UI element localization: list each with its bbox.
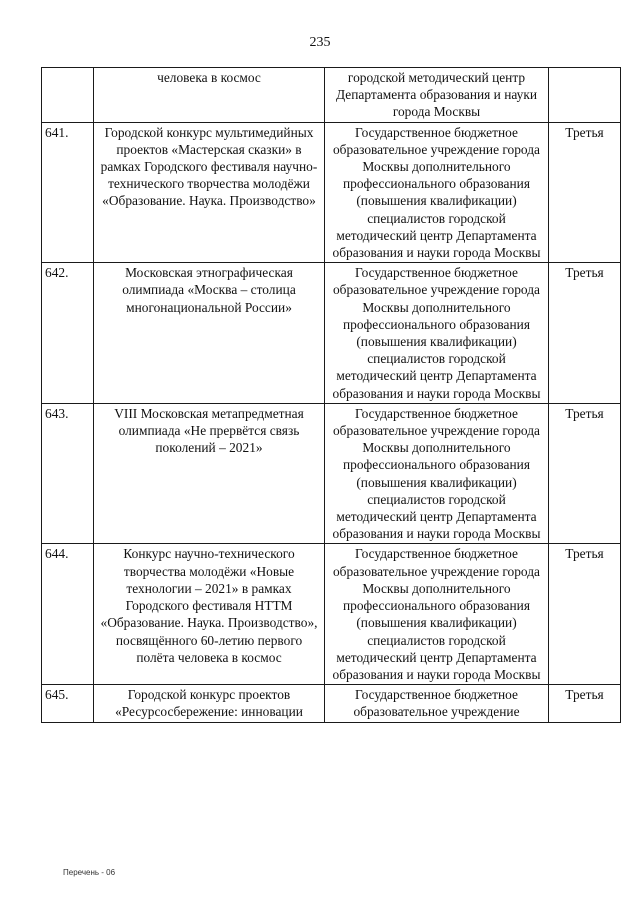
table-row: [42, 122, 621, 263]
table-row: [42, 685, 621, 722]
row-number: 644.: [42, 544, 94, 685]
event-name: человека в космос: [94, 68, 325, 123]
organizer: Государственное бюджетное образовательное учреждение города Москвы дополнительного профессионального образования (повышения квалификации) специалистов городской методический центр Департамента образования и науки города Москвы: [325, 122, 549, 263]
row-number: 643.: [42, 403, 94, 544]
event-name: Городской конкурс проектов «Ресурсосбережение: инновации: [94, 685, 325, 722]
row-number: 641.: [42, 122, 94, 263]
event-name: Конкурс научно-технического творчества молодёжи «Новые технологии – 2021» в рамках Городского фестиваля НТТМ «Образование. Наука. Производство», посвящённого 60-летию первого полёта человека в космос: [94, 544, 325, 685]
organizer: Государственное бюджетное образовательное учреждение города Москвы дополнительного профессионального образования (повышения квалификации) специалистов городской методический центр Департамента образования и науки города Москвы: [325, 403, 549, 544]
table-row: [42, 544, 621, 685]
organizer: Государственное бюджетное образовательное учреждение: [325, 685, 549, 722]
row-number: 642.: [42, 263, 94, 404]
event-name: Городской конкурс мультимедийных проектов «Мастерская сказки» в рамках Городского фестиваля научно-технического творчества молодёжи «Образование. Наука. Производство»: [94, 122, 325, 263]
event-name: VIII Московская метапредметная олимпиада «Не прервётся связь поколений – 2021»: [94, 403, 325, 544]
row-number: [42, 68, 94, 123]
footer-note: Перечень - 06: [63, 868, 116, 877]
event-level: [549, 68, 621, 123]
table-row: [42, 403, 621, 544]
organizer: городской методический центр Департамента образования и науки города Москвы: [325, 68, 549, 123]
organizer: Государственное бюджетное образовательное учреждение города Москвы дополнительного профессионального образования (повышения квалификации) специалистов городской методический центр Департамента образования и науки города Москвы: [325, 544, 549, 685]
table-row: [42, 263, 621, 404]
row-number: 645.: [42, 685, 94, 722]
event-level: Третья: [549, 544, 621, 685]
page-number: 235: [309, 35, 331, 50]
event-level: Третья: [549, 685, 621, 722]
event-level: Третья: [549, 263, 621, 404]
events-table: [41, 67, 621, 723]
event-name: Московская этнографическая олимпиада «Москва – столица многонациональной России»: [94, 263, 325, 404]
organizer: Государственное бюджетное образовательное учреждение города Москвы дополнительного профессионального образования (повышения квалификации) специалистов городской методический центр Департамента образования и науки города Москвы: [325, 263, 549, 404]
table-row: [42, 68, 621, 123]
event-level: Третья: [549, 403, 621, 544]
event-level: Третья: [549, 122, 621, 263]
